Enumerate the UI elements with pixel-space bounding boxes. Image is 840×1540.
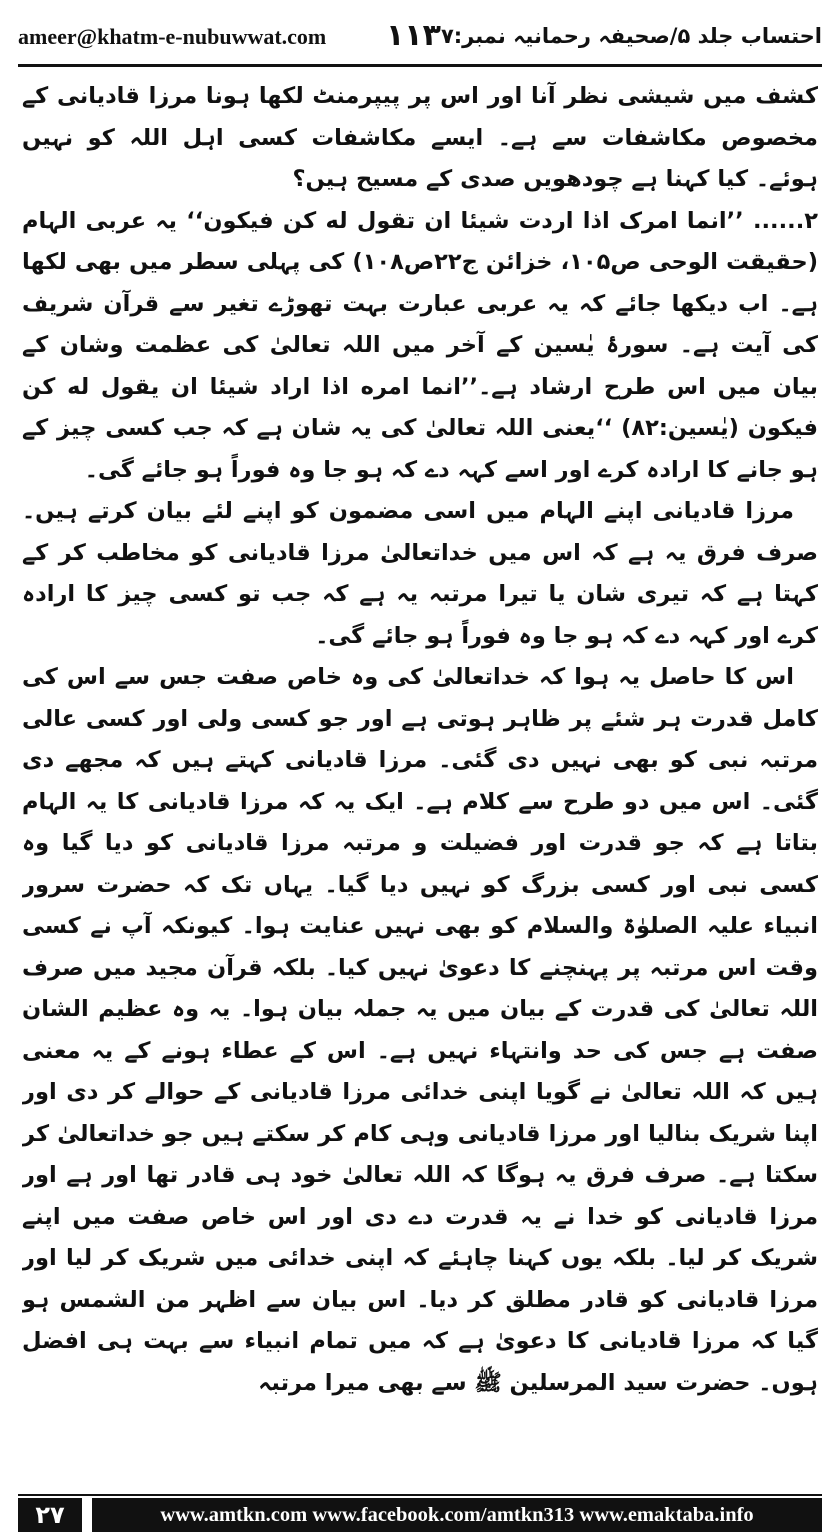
header-email: ameer@khatm-e-nubuwwat.com: [18, 24, 327, 49]
header-rule: [18, 64, 822, 67]
paragraph-2-text: یہ عربی الہام (حقیقت الوحی ص۱۰۵، خزائن ج۲۲ص۱۰۸) کی پہلی سطر میں بھی لکھا ہے۔ اب دیکھا جائے کہ یہ عربی عبارت بہت تھوڑے تغیر سے قرآن شریف کی آیت ہے۔ سورۂ یٰسین کے آخر میں اللہ تعالیٰ کی عظمت وشان کے بیان میں اس طرح ارشاد ہے۔: [22, 207, 818, 400]
verse-reference: (یٰسین:۸۲): [621, 415, 739, 441]
page-body: [22, 76, 818, 1466]
footer-links: www.amtkn.com www.facebook.com/amtkn313 www.emaktaba.info: [92, 1498, 822, 1532]
quran-verse: ’’انما امره اذا اراد شیئا ان یقول له کن فیکون: [22, 373, 818, 441]
footer-rule: [18, 1494, 822, 1496]
paragraph-1: کشف میں شیشی نظر آنا اور اس پر پیپرمنٹ لکھا ہونا مرزا قادیانی کے مخصوص مکاشفات سے ہے۔ ایسے مکاشفات کسی اہل اللہ کو نہیں ہوئے۔ کیا کہنا ہے چودھویں صدی کے مسیح ہیں؟: [22, 83, 818, 192]
paragraph-4: اس کا حاصل یہ ہوا کہ خداتعالیٰ کی وہ خاص صفت جس سے اس کی کامل قدرت ہر شئے پر ظاہر ہوتی ہے اور جو کسی ولی اور کسی عالی مرتبہ نبی کو بھی نہیں دی گئی۔ مرزا قادیانی کہتے ہیں کہ مجھے دی گئی۔ اس میں دو طرح سے کلام ہے۔ ایک یہ کہ مرزا قادیانی کا یہ الہام بتاتا ہے کہ جو قدرت اور فضیلت و مرتبہ مرزا قادیانی کو دیا گیا وہ کسی نبی اور کسی بزرگ کو نہیں دیا گیا۔ یہاں تک کہ حضرت سرور انبیاء علیہ الصلوٰۃ والسلام کو بھی نہیں عنایت ہوا۔ کیونکہ آپ نے کسی وقت اس مرتبہ پر پہنچنے کا دعویٰ نہیں کیا۔ بلکہ قرآن مجید میں صرف اللہ تعالیٰ کی قدرت کے بیان میں یہ جملہ بیان ہوا۔ یہ وہ عظیم الشان صفت ہے جس کی حد وانتہاء نہیں ہے۔ اس کے عطاء ہونے کے یہ معنی ہیں کہ اللہ تعالیٰ نے گویا اپنی خدائی مرزا قادیانی کے حوالے کر دی اور اپنا شریک بنالیا اور مرزا قادیانی وہی کام کر سکتے ہیں جو خداتعالیٰ کر سکتا ہے۔ صرف فرق یہ ہوگا کہ اللہ تعالیٰ خود ہی قادر تھا اور ہے اور مرزا قادیانی کو خدا نے یہ قدرت دے دی اور اس خاص صفت میں اپنے شریک کر لیا۔ بلکہ یوں کہنا چاہئے کہ اپنی خدائی میں شریک کر لیا اور مرزا قادیانی کو قادر مطلق کر دیا۔ اس بیان سے اظہر من الشمس ہو گیا کہ مرزا قادیانی کا دعویٰ ہے کہ میں تمام انبیاء سے بہت ہی افضل ہوں۔ حضرت سید المرسلین ﷺ سے بھی میرا مرتبہ: [22, 664, 818, 1396]
paragraph-2-text-2: ‘‘یعنی اللہ تعالیٰ کی یہ شان ہے کہ جب کسی چیز کے ہو جانے کا ارادہ کرے اور اسے کہہ دے کہ ہو جا وہ فوراً ہو جائے گی۔: [22, 415, 818, 483]
arabic-ilham: ’’انما امرک اذا اردت شیئا ان تقول له کن فیکون‘‘: [186, 207, 744, 234]
paragraph-2: [22, 201, 818, 492]
header-book-title: احتساب جلد ۵/صحیفہ رحمانیہ نمبر:۷: [440, 24, 822, 48]
page-header: [18, 16, 822, 64]
page-footer: [18, 1498, 822, 1532]
footer-page-number: ۲۷: [18, 1498, 82, 1532]
header-page-number: ۱۱۳: [386, 18, 441, 53]
paragraph-3: مرزا قادیانی اپنے الہام میں اسی مضمون کو اپنے لئے بیان کرتے ہیں۔ صرف فرق یہ ہے کہ اس میں خداتعالیٰ مرزا قادیانی کو مخاطب کر کے کہتا ہے کہ تیری شان یا تیرا مرتبہ یہ ہے کہ جب تو کسی چیز کا ارادہ کرے اور کہہ دے کہ ہو جا وہ فوراً ہو جائے گی۔: [22, 498, 818, 649]
item-number: ۲......: [752, 207, 818, 234]
